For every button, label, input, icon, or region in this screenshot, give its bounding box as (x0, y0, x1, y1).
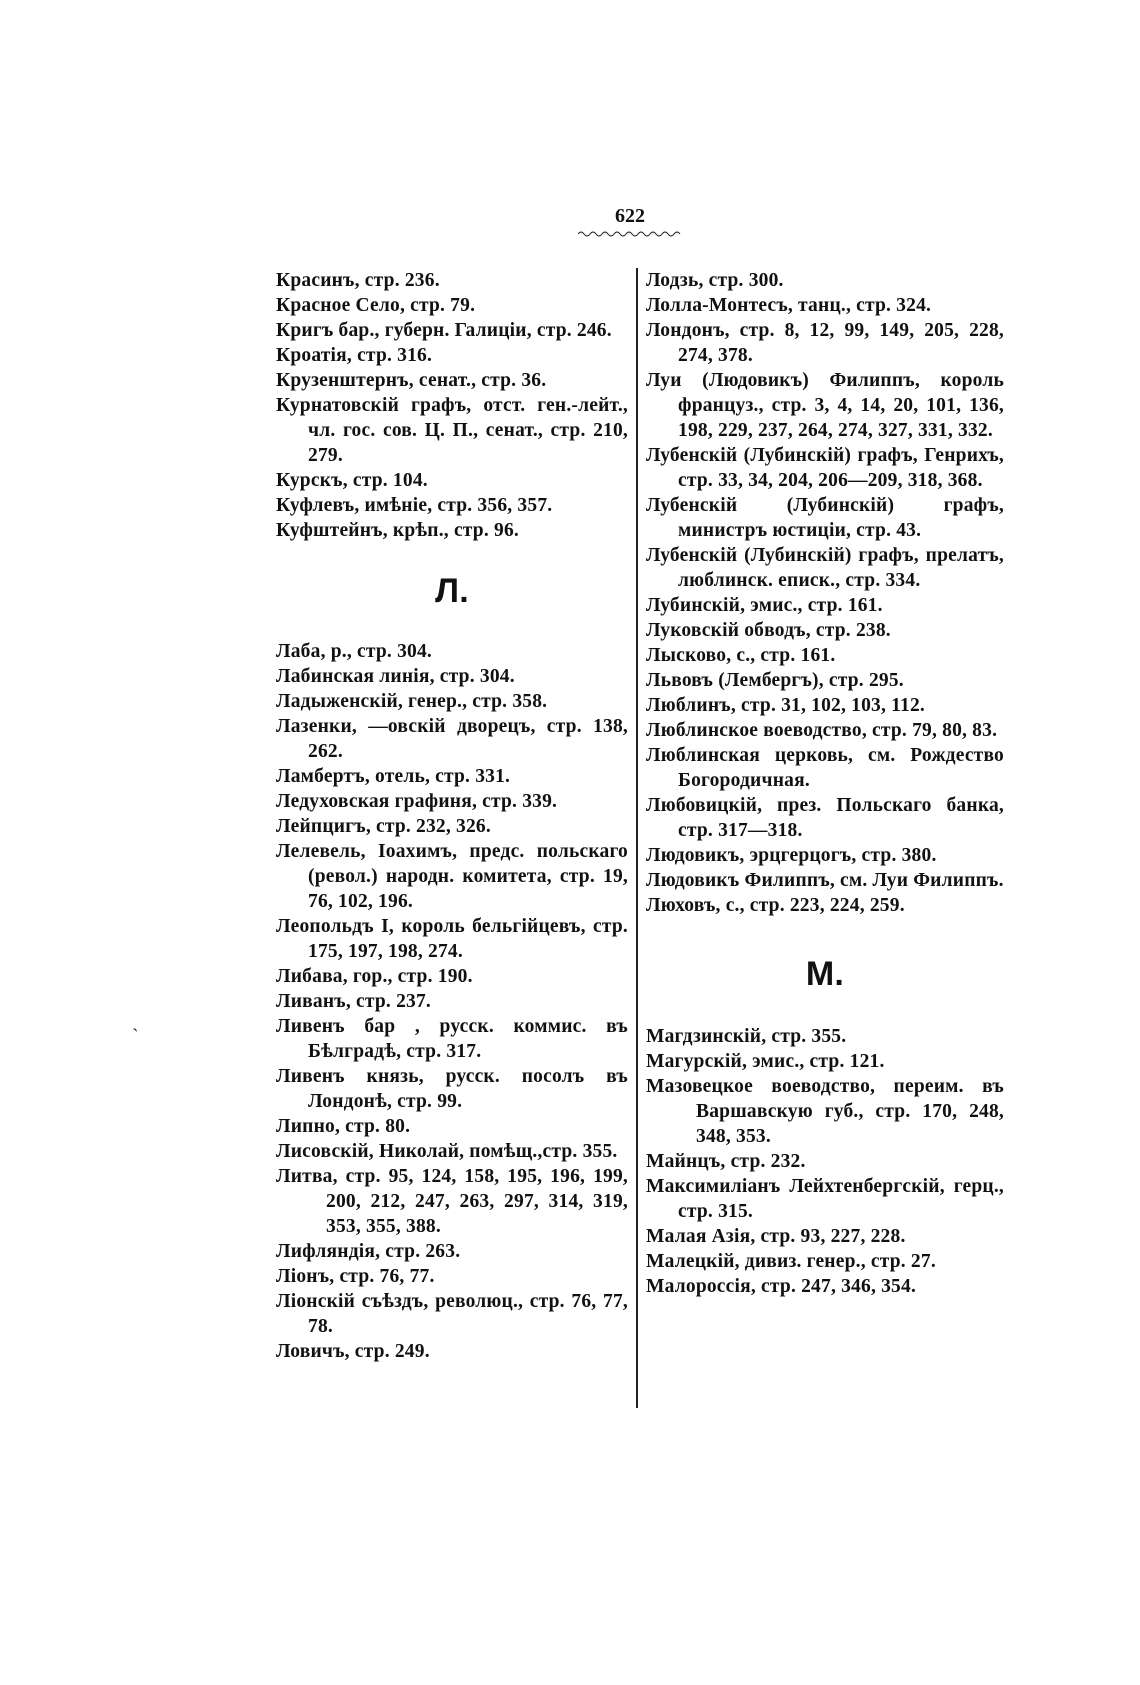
index-entry: Ламбертъ, отель, стр. 331. (276, 766, 511, 787)
index-entry: Лодзь, стр. 300. (646, 270, 784, 291)
index-entry: Ловичъ, стр. 249. (276, 1341, 430, 1362)
index-entry: Лаба, р., стр. 304. (276, 641, 432, 662)
index-entry: Люблинское воеводство, стр. 79, 80, 83. (646, 720, 998, 741)
index-entry: Лубенскій (Лубинскій) графъ, министръ юстиціи, стр. 43. (646, 495, 1004, 541)
index-entry: Куфштейнъ, крѣп., стр. 96. (276, 520, 519, 541)
index-entry: Лазенки, —овскій дворецъ, стр. 138, 262. (276, 716, 628, 762)
index-entry: Ладыженскій, генер., стр. 358. (276, 691, 548, 712)
section-heading-l: Л. (435, 572, 469, 610)
index-entry: Любовицкій, през. Польскаго банка, стр. 317—318. (646, 795, 1004, 841)
page-number-underline (578, 230, 682, 238)
index-entry: Ливенъ бар , русск. коммис. въ Бѣлградѣ, стр. 317. (276, 1016, 628, 1062)
index-entry: Крузенштернъ, сенат., стр. 36. (276, 370, 547, 391)
index-entry: Ліонскій съѣздъ, революц., стр. 76, 77, 78. (276, 1291, 628, 1337)
index-entry: Люховъ, с., стр. 223, 224, 259. (646, 895, 905, 916)
index-entry: Лелевель, Іоахимъ, предс. польскаго (револ.) народн. комитета, стр. 19, 76, 102, 196. (276, 841, 628, 912)
section-heading-m: М. (805, 955, 845, 993)
index-entry: Лубенскій (Лубинскій) графъ, Генрихъ, стр. 33, 34, 204, 206—209, 318, 368. (646, 445, 1004, 491)
index-entry: Лабинская линія, стр. 304. (276, 666, 515, 687)
index-entry: Люблинская церковь, см. Рождество Богородичная. (646, 745, 1004, 791)
index-entry: Кригъ бар., губерн. Галиціи, стр. 246. (276, 320, 612, 341)
index-entry: Куфлевъ, имѣніе, стр. 356, 357. (276, 495, 553, 516)
index-entry: Ливенъ князь, русск. посолъ въ Лондонѣ, стр. 99. (276, 1066, 628, 1112)
index-entry: Лубинскій, эмис., стр. 161. (646, 595, 883, 616)
index-entry: Лейпцигъ, стр. 232, 326. (276, 816, 491, 837)
index-entry: Магдзинскій, стр. 355. (646, 1026, 847, 1047)
column-divider (636, 268, 638, 1408)
index-entry: Либава, гор., стр. 190. (276, 966, 473, 987)
index-entry: Ливанъ, стр. 237. (276, 991, 431, 1012)
index-entry: Лондонъ, стр. 8, 12, 99, 149, 205, 228, 274, 378. (646, 320, 1004, 366)
index-entry: Малецкій, дивиз. генер., стр. 27. (646, 1251, 936, 1272)
index-entry: Людовикъ Филиппъ, см. Луи Филиппъ. (646, 870, 1004, 891)
index-entry: Майнцъ, стр. 232. (646, 1151, 806, 1172)
index-column-right (646, 268, 1004, 1299)
index-entry: Людовикъ, эрцгерцогъ, стр. 380. (646, 845, 937, 866)
index-entry: Литва, стр. 95, 124, 158, 195, 196, 199, 200, 212, 247, 263, 297, 314, 319, 353, 355, 388. (276, 1166, 628, 1237)
index-entry: Люблинъ, стр. 31, 102, 103, 112. (646, 695, 925, 716)
index-entry: Мазовецкое воеводство, переим. въ Варшавскую губ., стр. 170, 248, 348, 353. (646, 1076, 1004, 1147)
index-column-left (276, 268, 628, 1364)
index-entry: Леопольдъ I, король бельгійцевъ, стр. 175, 197, 198, 274. (276, 916, 628, 962)
index-entry: Курнатовскій графъ, отст. ген.-лейт., чл. гос. сов. Ц. П., сенат., стр. 210, 279. (276, 395, 628, 466)
index-entry: Ледуховская графиня, стр. 339. (276, 791, 558, 812)
index-entry: Ліонъ, стр. 76, 77. (276, 1266, 435, 1287)
index-entry: Липно, стр. 80. (276, 1116, 411, 1137)
index-entry: Максимиліанъ Лейхтенбергскій, герц., стр. 315. (646, 1176, 1004, 1222)
index-entry: Лубенскій (Лубинскій) графъ, прелатъ, люблинск. еписк., стр. 334. (646, 545, 1004, 591)
index-entry: Малая Азія, стр. 93, 227, 228. (646, 1226, 906, 1247)
index-entry: Магурскій, эмис., стр. 121. (646, 1051, 885, 1072)
index-entry: Малороссія, стр. 247, 346, 354. (646, 1276, 917, 1297)
index-entry: Красинъ, стр. 236. (276, 270, 440, 291)
index-entry: Луковскій обводъ, стр. 238. (646, 620, 891, 641)
index-entry: Курскъ, стр. 104. (276, 470, 428, 491)
index-entry: Лолла-Монтесъ, танц., стр. 324. (646, 295, 932, 316)
index-entry: Львовъ (Лембергъ), стр. 295. (646, 670, 904, 691)
page-number: 622 (615, 205, 645, 227)
index-entry: Луи (Людовикъ) Филиппъ, король француз., стр. 3, 4, 14, 20, 101, 136, 198, 229, 237, 264, 274, 327, 331, 332. (646, 370, 1004, 441)
index-entry: Лифляндія, стр. 263. (276, 1241, 461, 1262)
index-entry: Лысково, с., стр. 161. (646, 645, 836, 666)
index-entry: Лисовскій, Николай, помѣщ.,стр. 355. (276, 1141, 618, 1162)
index-entry: Красное Село, стр. 79. (276, 295, 476, 316)
index-entry: Кроатія, стр. 316. (276, 345, 433, 366)
stray-ink-mark: ˏ (132, 1010, 139, 1032)
